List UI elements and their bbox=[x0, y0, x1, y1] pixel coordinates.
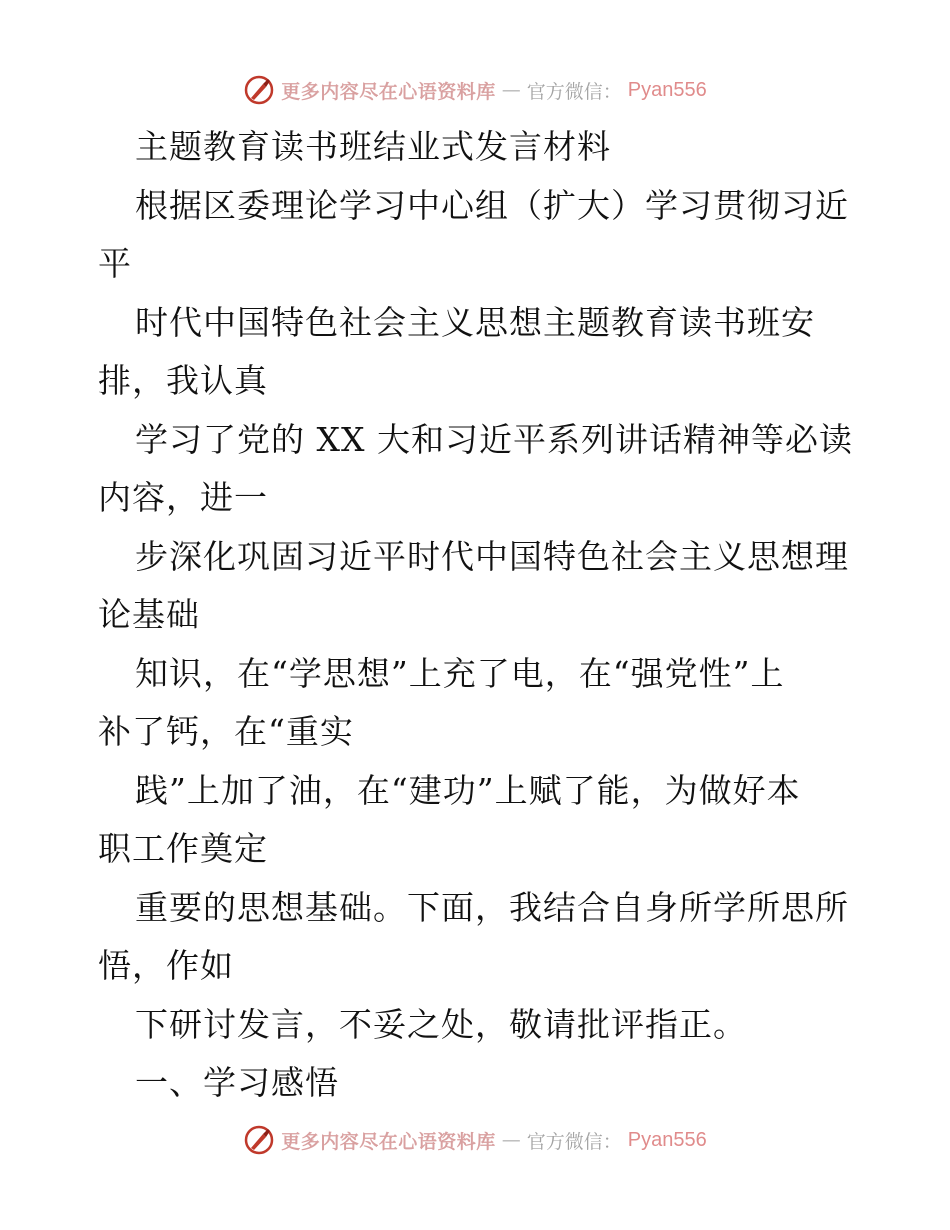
watermark-footer bbox=[0, 1120, 950, 1160]
watermark-header bbox=[0, 70, 950, 110]
paragraph-line: 内容，进一 bbox=[98, 478, 268, 517]
document-body bbox=[98, 118, 858, 1113]
quill-pen-circle-icon bbox=[243, 74, 275, 106]
paragraph-line: 职工作奠定 bbox=[98, 829, 268, 868]
watermark-contact-label: 官方微信： bbox=[526, 1130, 622, 1153]
document-title: 主题教育读书班结业式发言材料 bbox=[135, 127, 611, 166]
paragraph-line: 悟，作如 bbox=[98, 946, 234, 985]
watermark-brand-text: 更多内容尽在心语资料库 bbox=[281, 80, 496, 103]
paragraph-line: 践”上加了油，在“建功”上赋了能，为做好本 bbox=[135, 770, 801, 810]
paragraph-line: 步深化巩固习近平时代中国特色社会主义思想理 bbox=[135, 536, 849, 576]
paragraph-line: 知识，在“学思想”上充了电，在“强党性”上 bbox=[135, 653, 785, 693]
section-heading: 一、学习感悟 bbox=[135, 1063, 339, 1102]
watermark-contact-label: 官方微信： bbox=[526, 80, 622, 103]
watermark-separator: — bbox=[501, 1129, 521, 1151]
paragraph-line: 补了钙，在“重实 bbox=[98, 712, 354, 751]
paragraph-line: 平 bbox=[98, 244, 132, 283]
paragraph-line: 重要的思想基础。下面，我结合自身所学所思所 bbox=[135, 887, 849, 927]
paragraph-line: 时代中国特色社会主义思想主题教育读书班安 bbox=[135, 302, 815, 342]
paragraph-line: 论基础 bbox=[98, 595, 200, 634]
paragraph-line: 排，我认真 bbox=[98, 361, 268, 400]
quill-pen-circle-icon bbox=[243, 1124, 275, 1156]
paragraph-line: 学习了党的 XX 大和习近平系列讲话精神等必读 bbox=[135, 419, 853, 459]
watermark-contact-id: Pyan556 bbox=[627, 78, 707, 101]
paragraph-line: 根据区委理论学习中心组（扩大）学习贯彻习近 bbox=[135, 185, 849, 225]
watermark-separator: — bbox=[501, 79, 521, 101]
watermark-brand-text: 更多内容尽在心语资料库 bbox=[281, 1130, 496, 1153]
paragraph-line: 下研讨发言，不妥之处，敬请批评指正。 bbox=[135, 1004, 747, 1044]
watermark-contact-id: Pyan556 bbox=[627, 1128, 707, 1151]
